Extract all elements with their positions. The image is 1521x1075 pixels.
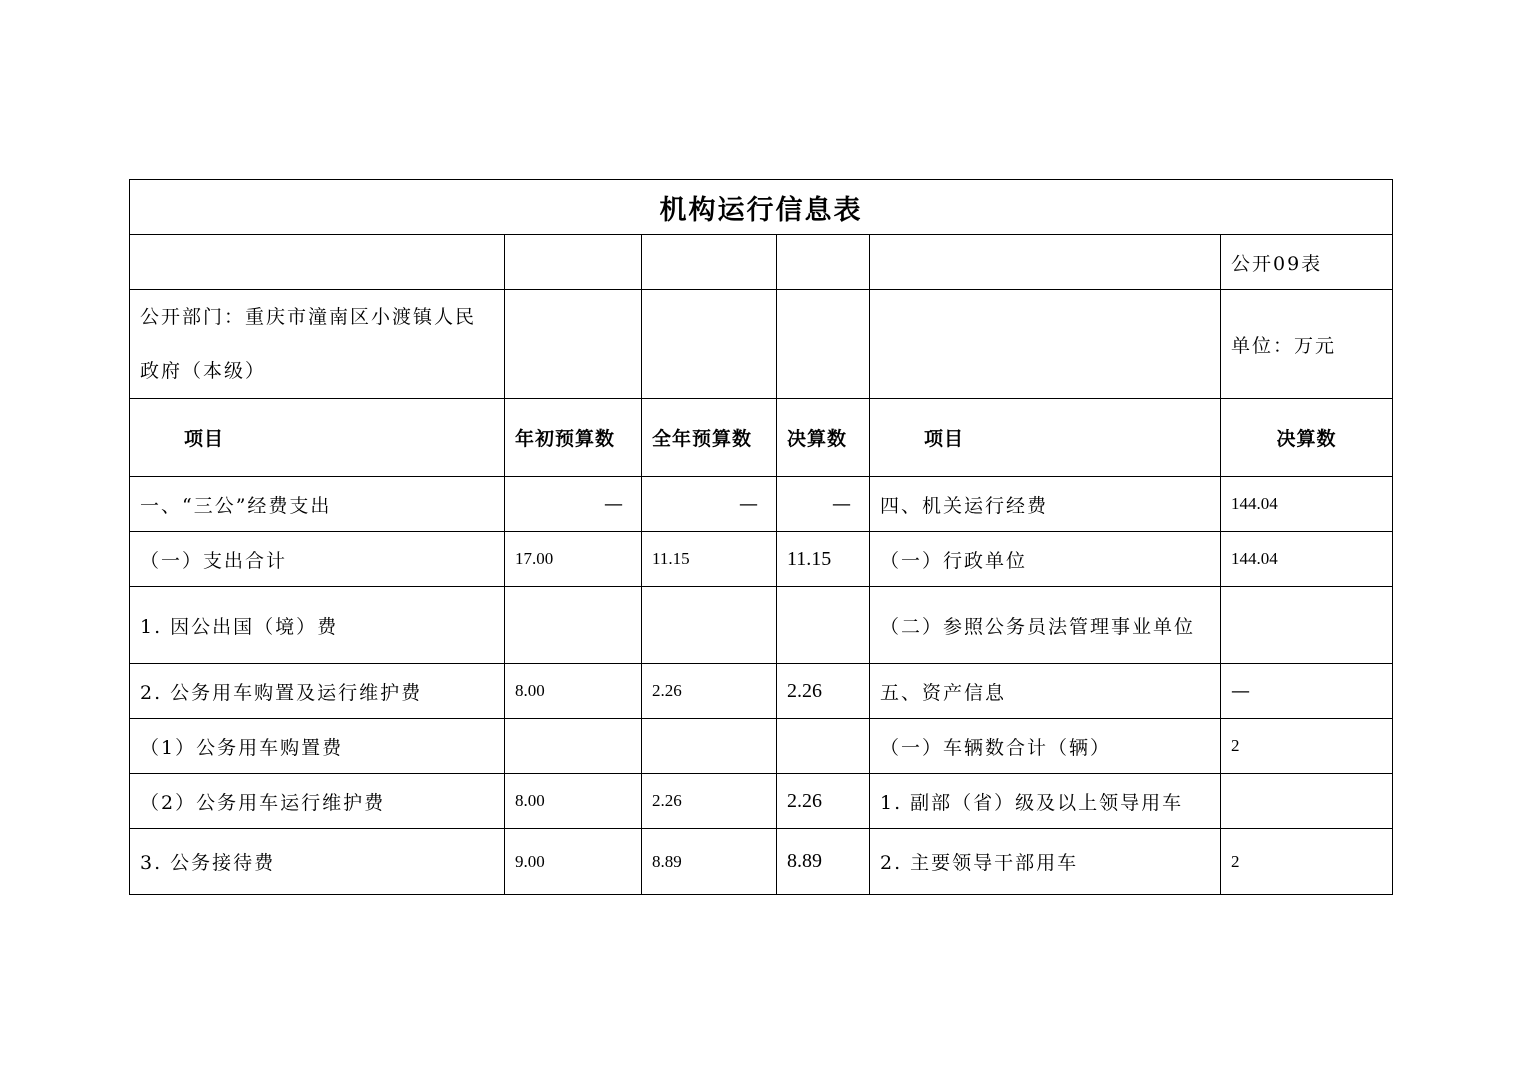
row-item-left: （一）支出合计 — [130, 532, 505, 587]
empty-cell — [777, 290, 870, 399]
row-full-year-budget — [642, 587, 777, 664]
empty-cell — [870, 290, 1221, 399]
row-final-account-right: 2 — [1221, 719, 1393, 774]
row-full-year-budget: 2.26 — [642, 774, 777, 829]
empty-cell — [642, 235, 777, 290]
row-initial-budget: 17.00 — [505, 532, 642, 587]
row-final-account: — — [777, 477, 870, 532]
row-item-left: 3. 公务接待费 — [130, 829, 505, 895]
empty-cell — [777, 235, 870, 290]
row-item-left: 一、“三公”经费支出 — [130, 477, 505, 532]
department-row — [130, 290, 1393, 399]
row-final-account-right: 144.04 — [1221, 477, 1393, 532]
table-row — [130, 664, 1393, 719]
row-initial-budget: 8.00 — [505, 664, 642, 719]
row-item-left: （1）公务用车购置费 — [130, 719, 505, 774]
row-final-account-right: — — [1221, 664, 1393, 719]
row-final-account-right — [1221, 774, 1393, 829]
row-full-year-budget: — — [642, 477, 777, 532]
header-initial-budget: 年初预算数 — [505, 399, 642, 477]
empty-cell — [870, 235, 1221, 290]
row-initial-budget — [505, 719, 642, 774]
header-final-account: 决算数 — [777, 399, 870, 477]
table-row — [130, 477, 1393, 532]
row-item-right: 1. 副部（省）级及以上领导用车 — [870, 774, 1221, 829]
row-final-account — [777, 719, 870, 774]
header-final-account-right: 决算数 — [1221, 399, 1393, 477]
row-full-year-budget: 8.89 — [642, 829, 777, 895]
row-final-account: 2.26 — [777, 664, 870, 719]
row-item-left: 1. 因公出国（境）费 — [130, 587, 505, 664]
row-item-right: 五、资产信息 — [870, 664, 1221, 719]
table-row — [130, 587, 1393, 664]
header-row — [130, 399, 1393, 477]
empty-cell — [505, 235, 642, 290]
table-row — [130, 719, 1393, 774]
header-item-left: 项目 — [130, 399, 505, 477]
title-row — [130, 180, 1393, 235]
table-row — [130, 829, 1393, 895]
row-initial-budget: 9.00 — [505, 829, 642, 895]
row-final-account — [777, 587, 870, 664]
row-final-account: 2.26 — [777, 774, 870, 829]
header-full-year-budget: 全年预算数 — [642, 399, 777, 477]
row-final-account-right: 144.04 — [1221, 532, 1393, 587]
form-number: 公开09表 — [1221, 235, 1393, 290]
row-item-right: （二）参照公务员法管理事业单位 — [870, 587, 1221, 664]
table-row — [130, 532, 1393, 587]
empty-cell — [642, 290, 777, 399]
row-full-year-budget: 11.15 — [642, 532, 777, 587]
row-full-year-budget — [642, 719, 777, 774]
form-number-row — [130, 235, 1393, 290]
row-final-account: 11.15 — [777, 532, 870, 587]
row-full-year-budget: 2.26 — [642, 664, 777, 719]
header-item-right: 项目 — [870, 399, 1221, 477]
row-item-right: （一）车辆数合计（辆） — [870, 719, 1221, 774]
row-item-left: 2. 公务用车购置及运行维护费 — [130, 664, 505, 719]
row-final-account-right — [1221, 587, 1393, 664]
row-initial-budget: 8.00 — [505, 774, 642, 829]
row-final-account: 8.89 — [777, 829, 870, 895]
empty-cell — [505, 290, 642, 399]
row-item-right: 2. 主要领导干部用车 — [870, 829, 1221, 895]
institution-operation-table — [129, 179, 1393, 895]
row-item-right: 四、机关运行经费 — [870, 477, 1221, 532]
row-final-account-right: 2 — [1221, 829, 1393, 895]
unit-label: 单位：万元 — [1221, 290, 1393, 399]
department-label: 公开部门：重庆市潼南区小渡镇人民政府（本级） — [130, 290, 505, 399]
row-item-left: （2）公务用车运行维护费 — [130, 774, 505, 829]
table-row — [130, 774, 1393, 829]
row-item-right: （一）行政单位 — [870, 532, 1221, 587]
table-title: 机构运行信息表 — [130, 180, 1393, 235]
row-initial-budget — [505, 587, 642, 664]
empty-cell — [130, 235, 505, 290]
row-initial-budget: — — [505, 477, 642, 532]
